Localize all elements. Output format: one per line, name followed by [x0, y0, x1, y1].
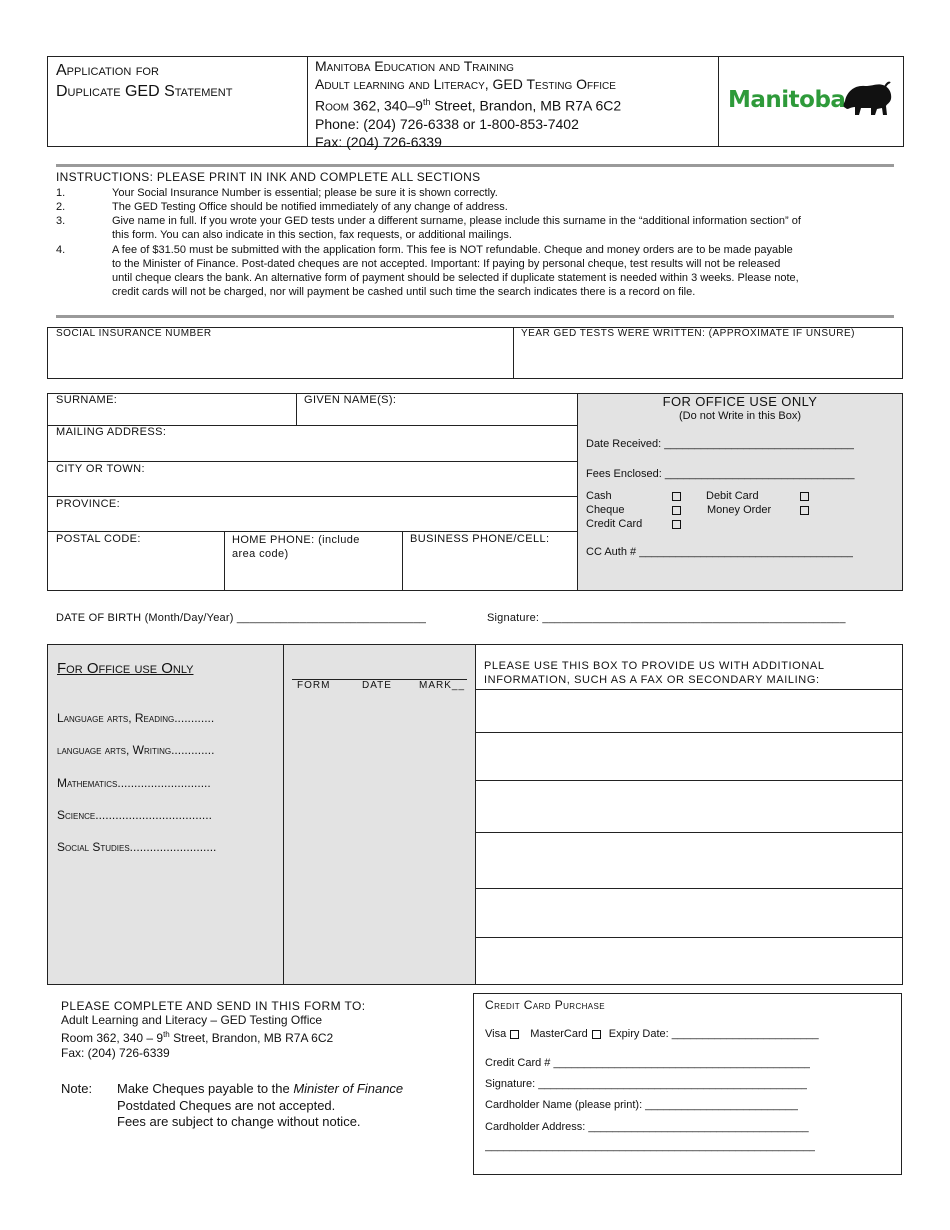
postal-code-field[interactable]: POSTAL CODE:	[56, 533, 141, 545]
additional-info-heading: PLEASE USE THIS BOX TO PROVIDE US WITH ADDITIONAL INFORMATION, SUCH AS A FAX OR SECONDARY MAILING:	[484, 660, 825, 686]
bison-icon	[841, 79, 893, 117]
subject-row: Social Studies..........................	[57, 840, 217, 854]
office-tests-title: For Office use Only	[57, 660, 194, 677]
additional-info-line[interactable]	[476, 690, 902, 733]
office-use-subtitle: (Do not Write in this Box)	[678, 410, 802, 422]
subject-row: language arts, Writing.............	[57, 743, 215, 757]
card-number-field[interactable]: Credit Card # __________________________________________	[485, 1057, 811, 1069]
card-signature-field[interactable]: Signature: ____________________________________________	[485, 1078, 808, 1090]
office-use-box	[577, 393, 903, 591]
tests-box	[47, 644, 903, 985]
cc-auth: CC Auth # ___________________________________	[586, 546, 854, 558]
additional-info-line[interactable]	[476, 939, 902, 984]
applicant-box	[47, 393, 578, 591]
subject-row: Mathematics............................	[57, 776, 211, 790]
office-use-title: FOR OFFICE USE ONLY	[662, 394, 818, 409]
cardholder-address-field[interactable]: Cardholder Address: ____________________________________	[485, 1121, 809, 1133]
col-form: FORM	[297, 680, 331, 691]
business-phone-field[interactable]: BUSINESS PHONE/CELL:	[410, 533, 550, 545]
province-field[interactable]: PROVINCE:	[56, 498, 121, 510]
credit-checkbox	[672, 520, 681, 529]
expiry-field[interactable]: Expiry Date: ________________________	[608, 1028, 819, 1040]
subject-row: Language arts, Reading............	[57, 711, 215, 725]
subject-row: Science...................................	[57, 808, 212, 822]
logo-wordmark: Manitoba	[728, 87, 846, 113]
instruction-item: 4. A fee of $31.50 must be submitted with the application form. This fee is NOT refundable. Cheque and money orders are to be made payable to the Minister of Finance. Post-dated cheques are not accepted. Important: If paying by personal cheque, test results will not be released until cheque clears the bank. An alternative form of payment should be selected if duplicate statement is needed within 3 weeks. Please note, credit cards will not be charged, nor will payment be cashed until such time the search indicates there is a record on file.	[56, 244, 799, 298]
manitoba-logo	[728, 77, 898, 122]
credit-option: Credit Card	[586, 518, 643, 530]
additional-info-line[interactable]	[476, 734, 902, 781]
instruction-item: 2. The GED Testing Office should be notified immediately of any change of address.	[56, 201, 508, 213]
mastercard-checkbox[interactable]	[592, 1030, 601, 1039]
date-received: Date Received: _______________________________	[586, 438, 854, 450]
money-order-checkbox	[800, 506, 809, 515]
sin-field[interactable]: SOCIAL INSURANCE NUMBER	[56, 328, 212, 339]
additional-info-line[interactable]	[476, 782, 902, 833]
office-phone: Phone: (204) 726-6338 or 1-800-853-7402	[315, 115, 579, 132]
sin-row	[47, 327, 903, 379]
cardholder-address-line2[interactable]: ______________________________________________________	[485, 1140, 816, 1152]
col-mark: MARK__	[419, 680, 466, 691]
additional-info-line[interactable]	[476, 890, 902, 938]
instruction-item: 3. Give name in full. If you wrote your GED tests under a different surname, please include this surname in the “additional information section” of this form. You can also indicate in this section, fax requests, or additional mailings.	[56, 215, 801, 241]
debit-option: Debit Card	[706, 490, 759, 502]
office-address: Manitoba Education and Training Adult learning and Literacy, GED Testing Office Room 362, 340–9th Street, Brandon, MB R7A 6C2 Phone: (204) 726-6338 or 1-800-853-7402 Fax: (204) 726-6339	[315, 57, 715, 151]
form-title: Application for Duplicate GED Statement	[56, 62, 233, 100]
office-fax: Fax: (204) 726-6339	[315, 133, 442, 150]
cheque-checkbox	[672, 506, 681, 515]
mailing-address-field[interactable]: MAILING ADDRESS:	[56, 426, 167, 438]
city-field[interactable]: CITY OR TOWN:	[56, 463, 145, 475]
cash-option: Cash	[586, 490, 612, 502]
instructions-heading: INSTRUCTIONS: PLEASE PRINT IN INK AND COMPLETE ALL SECTIONS	[56, 170, 481, 184]
credit-card-title: Credit Card Purchase	[485, 998, 606, 1012]
year-written-field[interactable]: YEAR GED TESTS WERE WRITTEN: (APPROXIMATE IF UNSURE)	[521, 328, 855, 339]
credit-card-box: Credit Card Purchase Visa MasterCard Expiry Date: ________________________ Credit Card # __________________________________________ Signature: ____________________________________________ Cardholder Name (please print): _________________________ Cardholder Address: ____________________________________ ______________________________________________________	[473, 993, 902, 1175]
money-order-option: Money Order	[707, 504, 772, 516]
given-names-field[interactable]: GIVEN NAME(S):	[304, 394, 397, 406]
col-date: DATE	[362, 680, 392, 691]
additional-info-line[interactable]	[476, 834, 902, 889]
divider	[56, 164, 894, 167]
cash-checkbox	[672, 492, 681, 501]
home-phone-field[interactable]: HOME PHONE: (include area code)	[232, 534, 360, 560]
header-box	[47, 56, 904, 150]
send-to-block: PLEASE COMPLETE AND SEND IN THIS FORM TO: Adult Learning and Literacy – GED Testing Office Room 362, 340 – 9th Street, Brandon, MB R7A 6C2 Fax: (204) 726-6339	[61, 999, 366, 1060]
fees-enclosed: Fees Enclosed: _______________________________	[586, 468, 855, 480]
surname-field[interactable]: SURNAME:	[56, 394, 118, 406]
instruction-item: 1. Your Social Insurance Number is essential; please be sure it is shown correctly.	[56, 187, 498, 199]
divider	[56, 315, 894, 318]
dob-field[interactable]: DATE OF BIRTH (Month/Day/Year) ______________________________	[56, 612, 427, 624]
debit-checkbox	[800, 492, 809, 501]
cheque-option: Cheque	[586, 504, 625, 516]
visa-checkbox[interactable]	[510, 1030, 519, 1039]
signature-field[interactable]: Signature: ________________________________________________	[487, 612, 846, 624]
cardholder-name-field[interactable]: Cardholder Name (please print): _________________________	[485, 1099, 799, 1111]
